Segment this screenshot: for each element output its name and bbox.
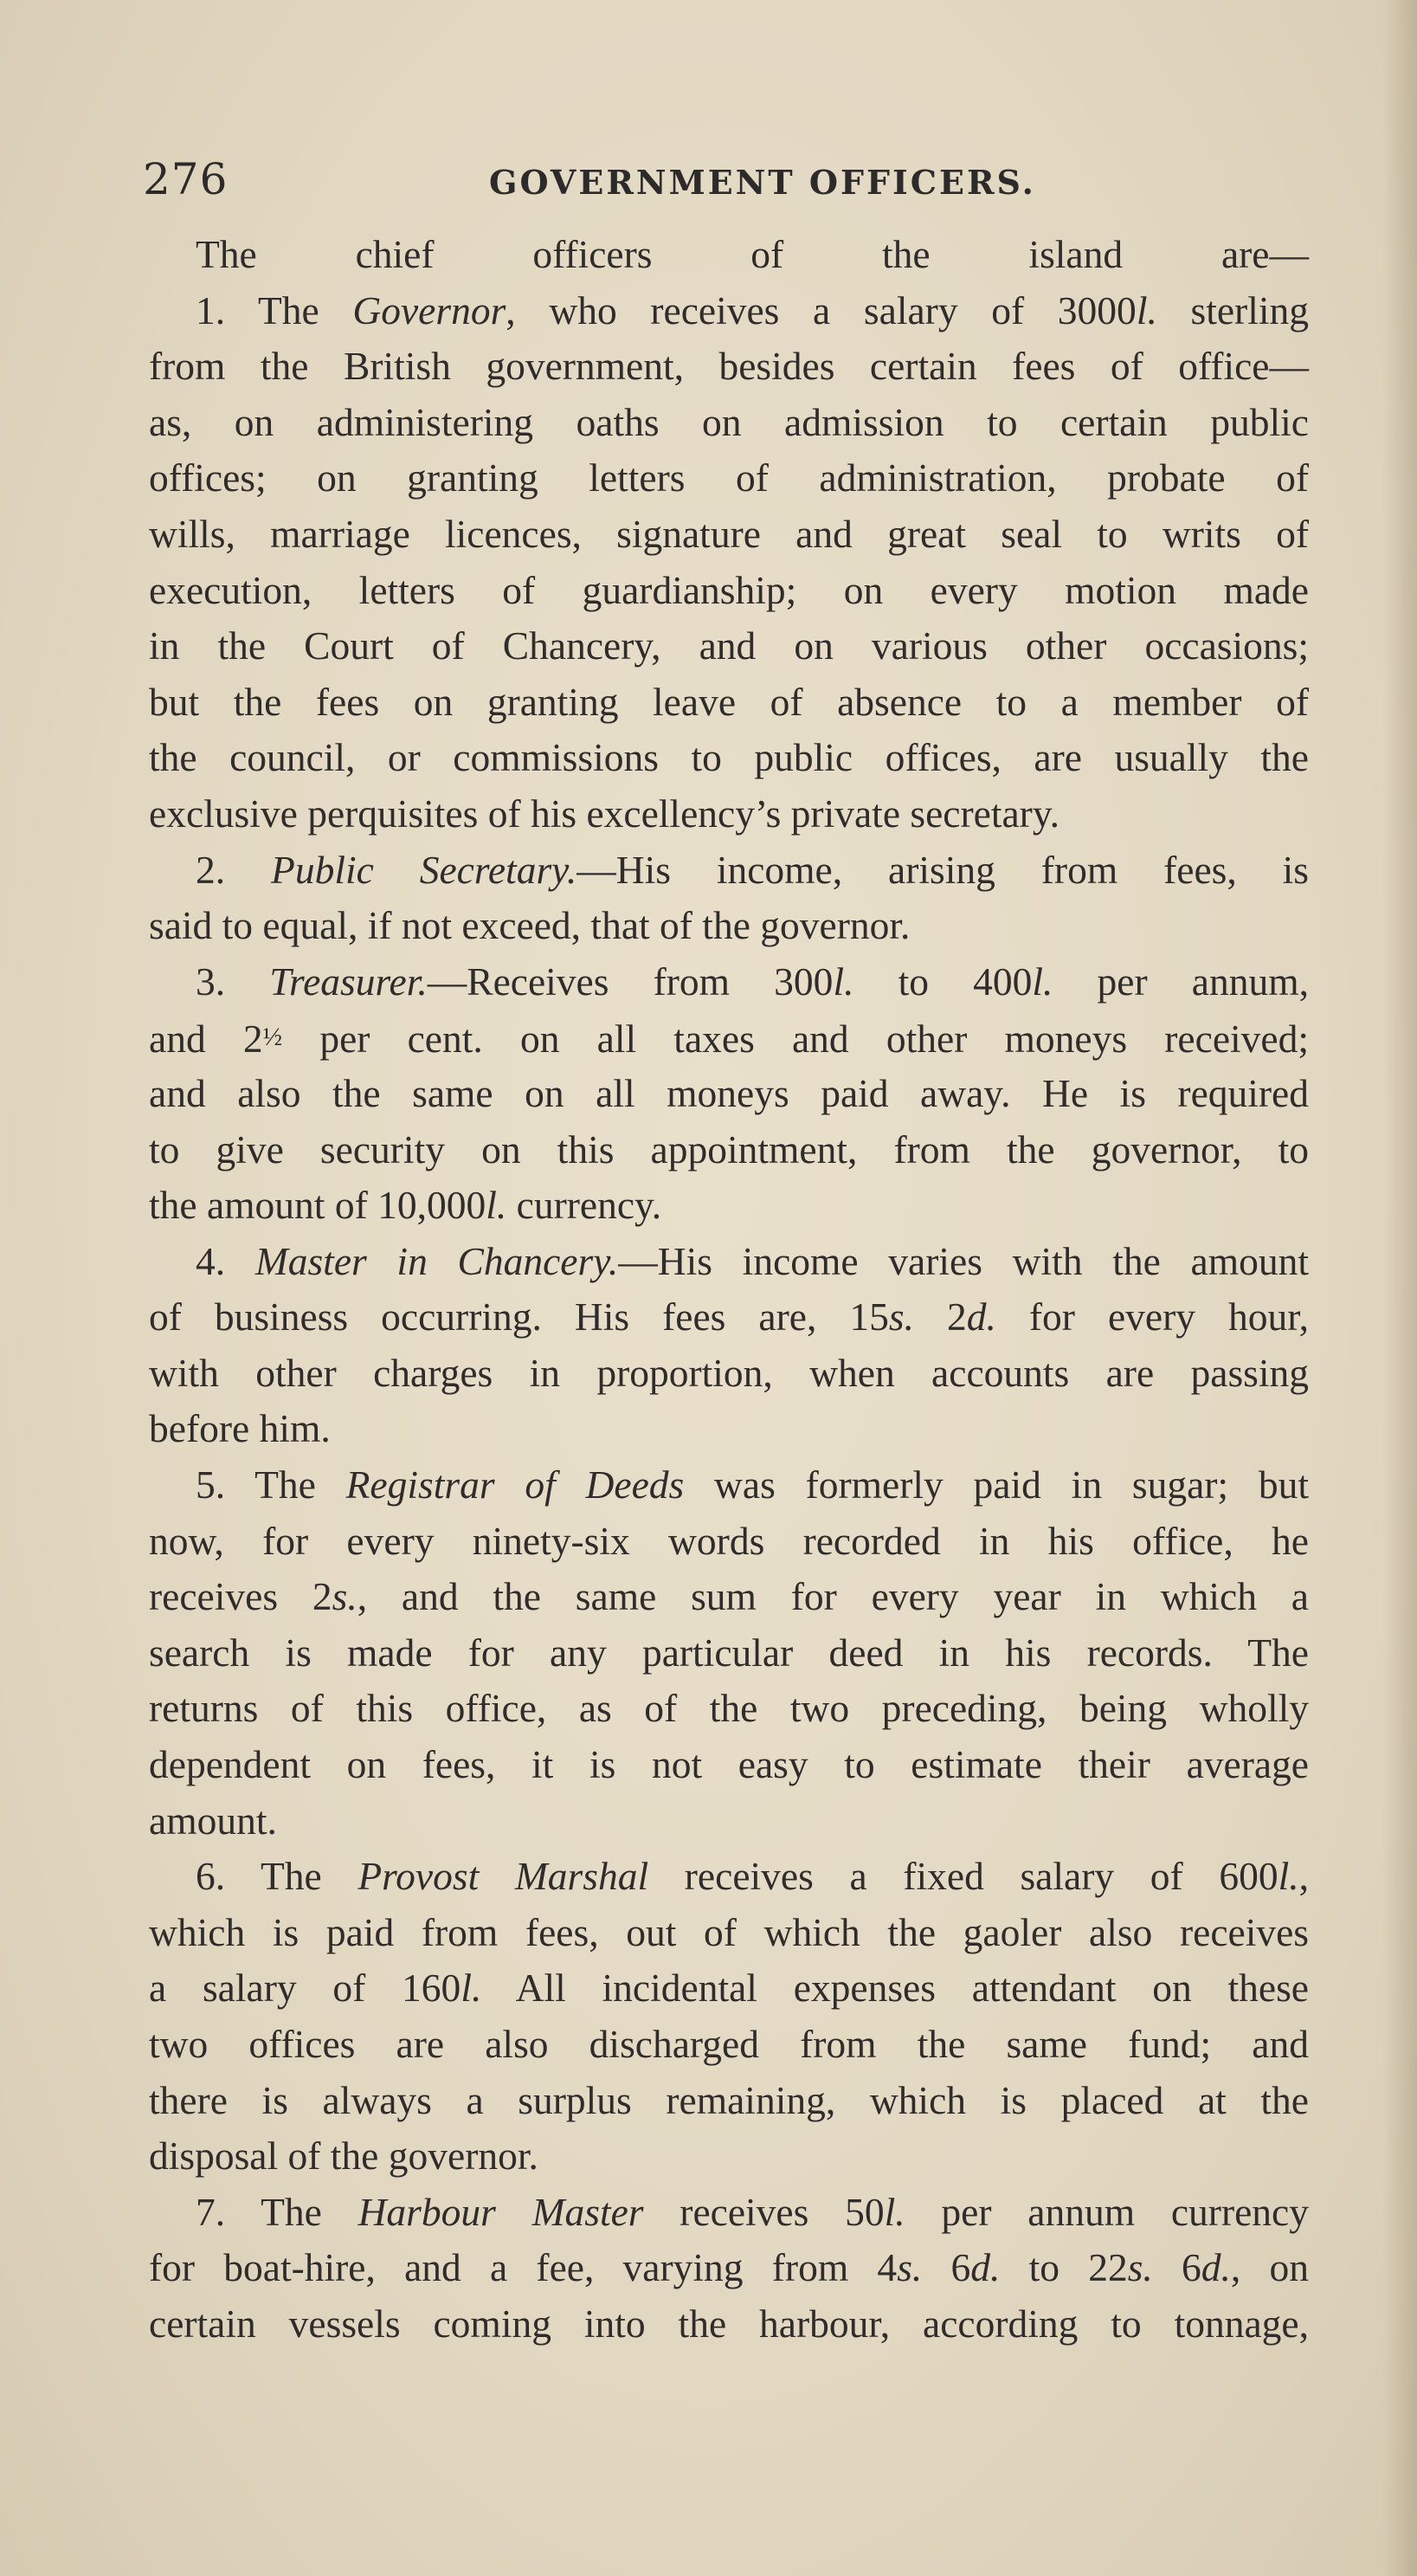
text-run: execution, letters of guardianship; on every motion made bbox=[149, 567, 1309, 612]
text-line bbox=[149, 730, 1309, 786]
text-line bbox=[149, 2073, 1309, 2129]
text-line bbox=[149, 618, 1309, 675]
page-number: 276 bbox=[143, 154, 229, 204]
text-line bbox=[149, 395, 1309, 451]
italic-text: l. bbox=[1032, 959, 1053, 1004]
text-line bbox=[149, 227, 1309, 283]
text-line bbox=[149, 2185, 1309, 2241]
text-line bbox=[149, 1737, 1309, 1793]
text-run: and 2 bbox=[149, 1017, 263, 1062]
text-run: receives 2 bbox=[149, 1574, 332, 1619]
text-run: per annum, bbox=[1053, 959, 1310, 1004]
text-run: 7. The bbox=[196, 2189, 358, 2234]
italic-text: Treasurer. bbox=[269, 959, 428, 1004]
text-line bbox=[149, 1960, 1309, 2017]
text-line bbox=[149, 1401, 1309, 1457]
text-run: which is paid from fees, out of which the gaoler also receives bbox=[149, 1909, 1309, 1954]
text-run: the amount of 10,000 bbox=[149, 1183, 486, 1228]
text-run: in the Court of Chancery, and on various other occasions; bbox=[149, 623, 1309, 668]
text-run: per annum currency bbox=[905, 2189, 1309, 2234]
italic-text: s. bbox=[897, 2245, 923, 2290]
page-edge-shadow bbox=[1382, 0, 1417, 2576]
text-run: now, for every ninety-six words recorded in his office, he bbox=[149, 1518, 1309, 1563]
text-run: —His income varies with the amount bbox=[618, 1238, 1309, 1283]
text-run: , who receives a salary of 3000 bbox=[506, 287, 1137, 332]
italic-text: Governor bbox=[352, 287, 506, 332]
text-run: —His income, arising from fees, is bbox=[576, 847, 1309, 892]
text-line bbox=[149, 1066, 1309, 1122]
italic-text: s. bbox=[888, 1294, 914, 1340]
text-run: returns of this office, as of the two preceding, being wholly bbox=[149, 1686, 1309, 1731]
italic-text: Harbour Master bbox=[357, 2189, 644, 2234]
italic-text: l. bbox=[884, 2189, 905, 2234]
text-run: , and the same sum for every year in which a bbox=[357, 1574, 1310, 1619]
text-run: to 22 bbox=[1000, 2245, 1128, 2290]
text-run: 3. bbox=[196, 959, 270, 1004]
text-run: The chief officers of the island are— bbox=[196, 232, 1309, 276]
text-run: to 400 bbox=[853, 959, 1033, 1004]
italic-text: d. bbox=[966, 1294, 996, 1340]
italic-text: l. bbox=[1278, 1854, 1299, 1899]
text-run: sterling bbox=[1156, 287, 1309, 332]
text-run: before him. bbox=[149, 1406, 331, 1451]
text-line bbox=[149, 843, 1309, 899]
text-run: offices; on granting letters of administration, probate of bbox=[149, 455, 1309, 500]
text-run: , on bbox=[1230, 2245, 1309, 2290]
text-line bbox=[149, 283, 1309, 339]
text-run: from the British government, besides certain fees of office— bbox=[149, 344, 1309, 389]
text-run: for every hour, bbox=[995, 1294, 1309, 1340]
text-run: the council, or commissions to public offices, are usually the bbox=[149, 735, 1309, 780]
italic-text: l. bbox=[833, 959, 854, 1004]
text-run: of business occurring. His fees are, 15 bbox=[149, 1294, 889, 1340]
text-line bbox=[149, 954, 1309, 1010]
text-line bbox=[149, 898, 1309, 954]
text-run: , bbox=[1298, 1854, 1310, 1899]
text-line bbox=[149, 1849, 1309, 1905]
text-run: 6. The bbox=[196, 1854, 358, 1899]
text-line bbox=[149, 1122, 1309, 1178]
text-run: search is made for any particular deed in his records. The bbox=[149, 1630, 1309, 1675]
text-run: 2 bbox=[913, 1294, 967, 1340]
text-run: receives a fixed salary of 600 bbox=[648, 1854, 1279, 1899]
running-head: GOVERNMENT OFFICERS. bbox=[489, 163, 1036, 202]
italic-text: d. bbox=[1201, 2245, 1231, 2290]
text-line bbox=[149, 786, 1309, 843]
text-line bbox=[149, 2128, 1309, 2185]
text-line bbox=[149, 1514, 1309, 1570]
text-run: 4. bbox=[196, 1238, 255, 1283]
text-run: per cent. on all taxes and other moneys received; bbox=[282, 1017, 1309, 1062]
text-run: there is always a surplus remaining, which is placed at the bbox=[149, 2077, 1309, 2122]
text-line bbox=[149, 339, 1309, 395]
italic-text: l. bbox=[461, 1966, 482, 2011]
text-line bbox=[149, 1457, 1309, 1514]
text-run: 2. bbox=[196, 847, 272, 892]
text-run: wills, marriage licences, signature and great seal to writs of bbox=[149, 511, 1309, 556]
text-line bbox=[149, 1905, 1309, 1961]
text-line bbox=[149, 1793, 1309, 1850]
text-line bbox=[149, 2017, 1309, 2073]
text-line bbox=[149, 1625, 1309, 1682]
text-run: disposal of the governor. bbox=[149, 2134, 538, 2179]
text-run: —Receives from 300 bbox=[427, 959, 834, 1004]
text-line bbox=[149, 2240, 1309, 2296]
text-run: 6 bbox=[922, 2245, 971, 2290]
text-run: to give security on this appointment, from the governor, to bbox=[149, 1127, 1309, 1172]
text-line bbox=[149, 1681, 1309, 1737]
body-text bbox=[149, 227, 1309, 2353]
text-run: two offices are also discharged from the same fund; and bbox=[149, 2022, 1309, 2066]
text-run: All incidental expenses attendant on these bbox=[481, 1966, 1309, 2011]
italic-text: d. bbox=[970, 2245, 1001, 2290]
text-line bbox=[149, 1289, 1309, 1346]
text-line bbox=[149, 507, 1309, 563]
text-line bbox=[149, 1010, 1309, 1066]
text-run: as, on administering oaths on admission to certain public bbox=[149, 399, 1309, 444]
text-run: amount. bbox=[149, 1798, 277, 1843]
italic-text: l. bbox=[1136, 287, 1157, 332]
fraction-text: ½ bbox=[262, 1023, 283, 1052]
text-line bbox=[149, 563, 1309, 619]
page-header bbox=[143, 154, 1311, 215]
text-run: currency. bbox=[506, 1183, 662, 1228]
italic-text: Master in Chancery. bbox=[254, 1238, 619, 1283]
italic-text: Provost Marshal bbox=[357, 1854, 649, 1899]
text-line bbox=[149, 1178, 1309, 1234]
text-line bbox=[149, 675, 1309, 731]
text-run: 1. The bbox=[196, 287, 353, 332]
text-line bbox=[149, 1346, 1309, 1402]
italic-text: s. bbox=[1127, 2245, 1153, 2290]
text-line bbox=[149, 2296, 1309, 2353]
text-run: for boat-hire, and a fee, varying from 4 bbox=[149, 2245, 898, 2290]
text-line bbox=[149, 1234, 1309, 1290]
text-run: 6 bbox=[1152, 2245, 1201, 2290]
text-run: said to equal, if not exceed, that of the governor. bbox=[149, 903, 911, 948]
italic-text: Public Secretary. bbox=[271, 847, 577, 892]
text-run: receives 50 bbox=[643, 2189, 885, 2234]
text-run: and also the same on all moneys paid away. He is required bbox=[149, 1070, 1309, 1115]
text-run: a salary of 160 bbox=[149, 1966, 461, 2011]
text-run: certain vessels coming into the harbour, according to tonnage, bbox=[149, 2301, 1309, 2346]
text-run: with other charges in proportion, when accounts are passing bbox=[149, 1350, 1309, 1395]
text-line bbox=[149, 450, 1309, 507]
italic-text: s. bbox=[332, 1574, 357, 1619]
text-run: dependent on fees, it is not easy to estimate their average bbox=[149, 1742, 1309, 1787]
italic-text: Registrar of Deeds bbox=[345, 1462, 685, 1508]
text-run: but the fees on granting leave of absence to a member of bbox=[149, 679, 1309, 724]
italic-text: l. bbox=[486, 1183, 507, 1228]
text-run: was formerly paid in sugar; but bbox=[684, 1462, 1309, 1508]
text-run: 5. The bbox=[196, 1462, 346, 1508]
text-line bbox=[149, 1569, 1309, 1625]
text-run: exclusive perquisites of his excellency’s private secretary. bbox=[149, 791, 1060, 836]
